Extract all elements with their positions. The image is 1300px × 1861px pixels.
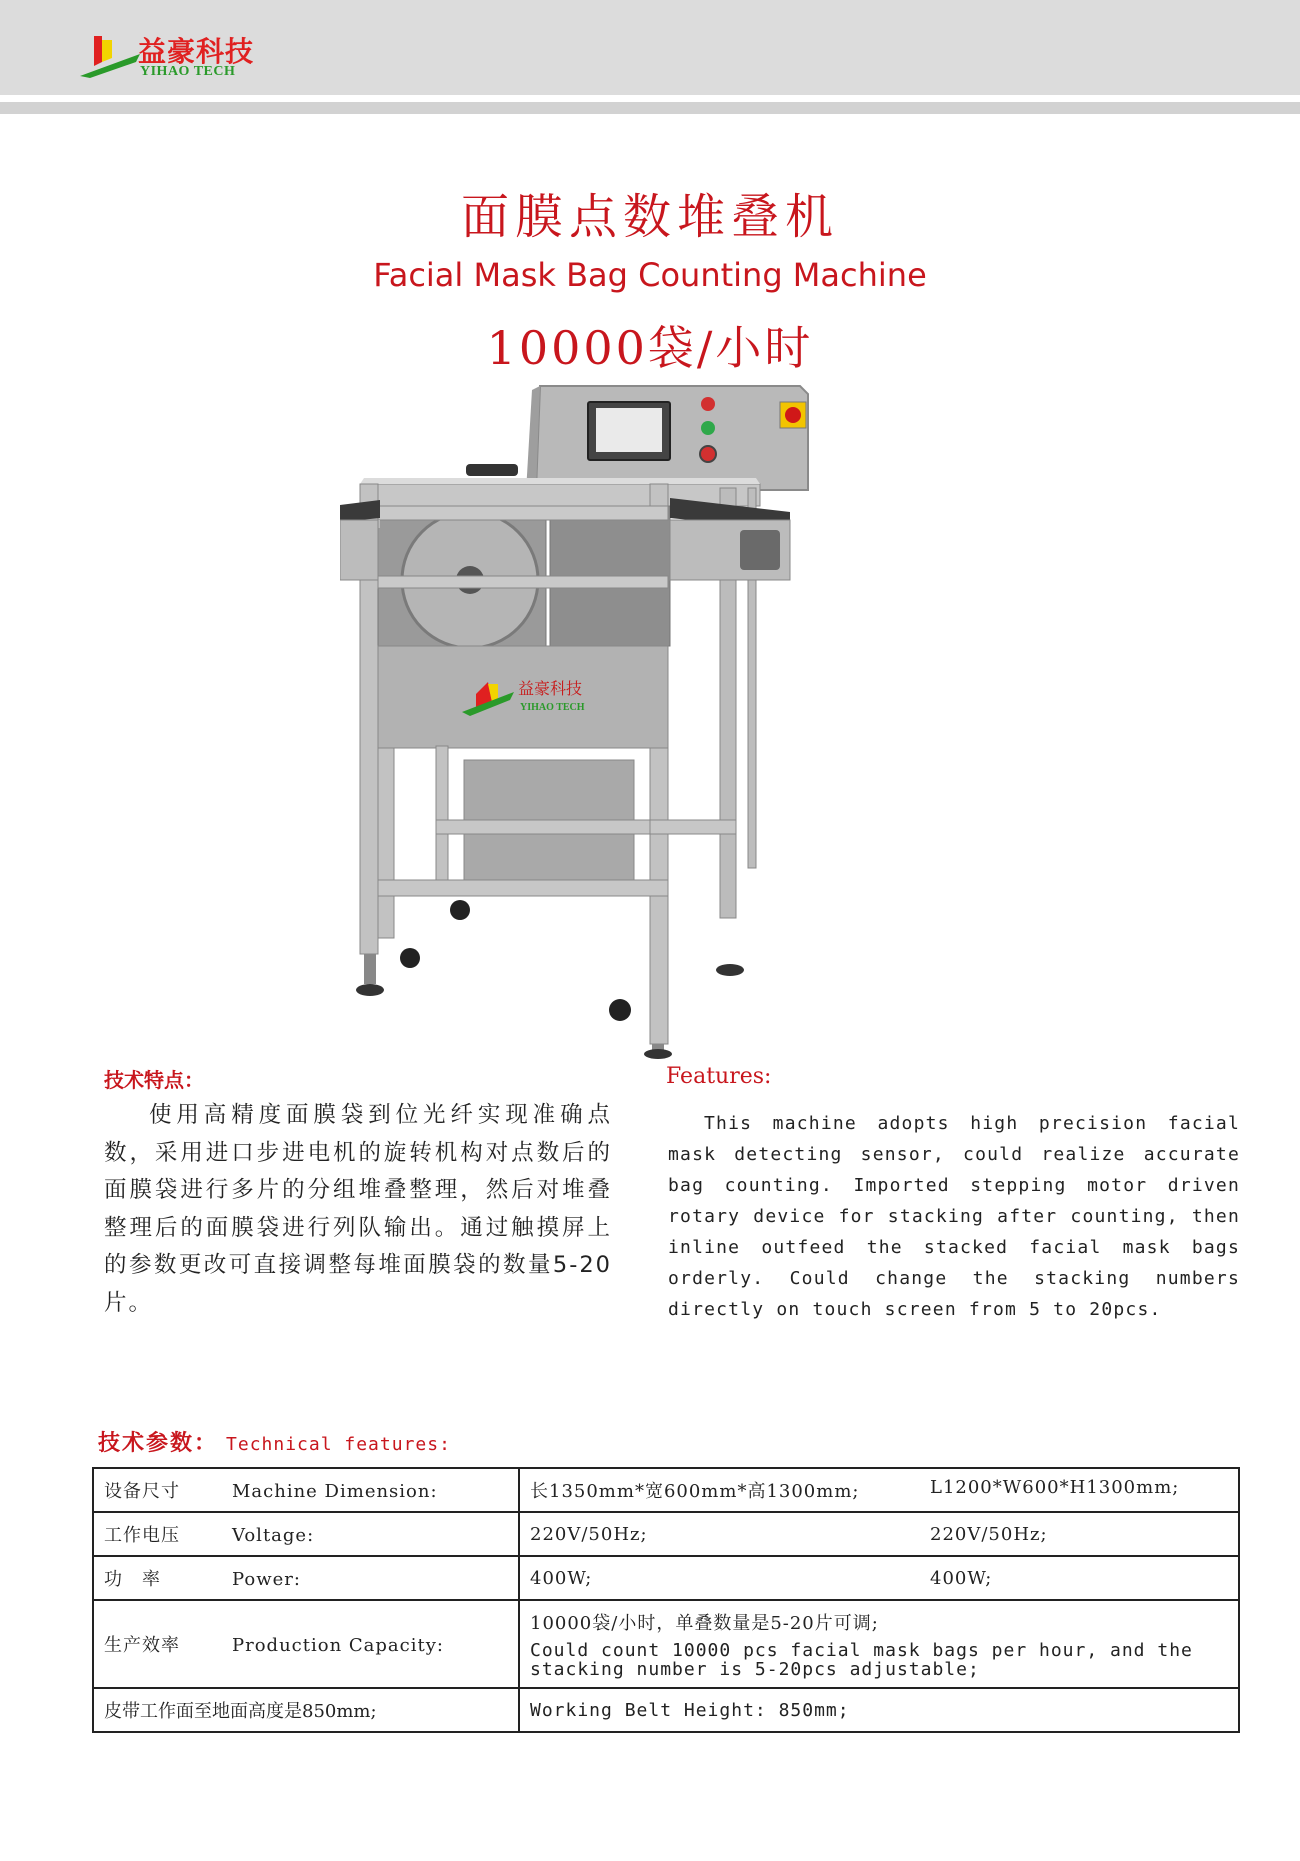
spec-label — [93, 1556, 519, 1600]
spec-label-en: Voltage: — [232, 1525, 315, 1546]
brand-name-en: YIHAO TECH — [140, 64, 236, 79]
brand-logo-icon — [80, 32, 140, 78]
brand-name-cn: 益豪科技 — [138, 35, 255, 68]
spec-value-cn: 长1350mm*宽600mm*高1300mm; — [530, 1481, 860, 1502]
spec-value — [519, 1556, 1239, 1600]
brand-logo — [80, 28, 280, 83]
spec-value-cn: 400W; — [530, 1567, 593, 1589]
spec-label-cn: 工作电压 — [104, 1525, 180, 1546]
spec-table — [92, 1467, 1240, 1733]
spec-value — [519, 1468, 1239, 1512]
spec-row-voltage — [93, 1512, 1239, 1556]
features-en-heading: Features: — [666, 1064, 772, 1089]
spec-belt-cn: 皮带工作面至地面高度是850mm; — [93, 1688, 519, 1732]
spec-row-dimension — [93, 1468, 1239, 1512]
title-chinese: 面膜点数堆叠机 — [460, 189, 839, 245]
technical-heading-en: Technical features: — [226, 1434, 451, 1455]
spec-value-en: 220V/50Hz; — [930, 1523, 1048, 1545]
technical-heading-cn: 技术参数： — [98, 1431, 219, 1456]
features-cn-body: 使用高精度面膜袋到位光纤实现准确点数，采用进口步进电机的旋转机构对点数后的面膜袋进行多片的分组堆叠整理，然后对堆叠整理后的面膜袋进行列队输出。通过触摸屏上的参数更改可直接调整每堆面膜袋的数量5-20片。 — [104, 1102, 612, 1316]
spec-label — [93, 1512, 519, 1556]
machine-logo-cn: 益豪科技 — [518, 679, 583, 698]
spec-label-cn: 设备尺寸 — [104, 1481, 180, 1502]
features-en-body: This machine adopts high precision facial mask detecting sensor, could realize accurate bag counting. Imported stepping motor driven rotary device for stacking after counting, then inline outfeed the stacked facial mask bags orderly. Could change the stacking numbers directly on touch screen from 5 to 20pcs. — [668, 1113, 1240, 1320]
title-speed: 10000袋/小时 — [486, 321, 814, 375]
spec-label — [93, 1468, 519, 1512]
spec-value-cn: 220V/50Hz; — [530, 1523, 648, 1545]
spec-value-en: L1200*W600*H1300mm; — [930, 1477, 1180, 1498]
features-cn-heading: 技术特点： — [104, 1068, 204, 1092]
spec-label — [93, 1600, 519, 1688]
spec-belt-en: Working Belt Height: 850mm; — [519, 1688, 1239, 1732]
spec-row-power — [93, 1556, 1239, 1600]
technical-heading — [98, 1426, 451, 1457]
spec-value-en: Could count 10000 pcs facial mask bags per hour, and the stacking number is 5-20pcs adjustable; — [530, 1640, 1193, 1680]
spec-value — [519, 1600, 1239, 1688]
spec-label-en: Production Capacity: — [232, 1635, 444, 1656]
spec-label-cn: 功 率 — [104, 1569, 161, 1590]
spec-label-en: Power: — [232, 1569, 301, 1590]
machine-photo — [340, 380, 960, 1060]
spec-row-belt — [93, 1688, 1239, 1732]
spec-value-cn: 10000袋/小时，单叠数量是5-20片可调; — [530, 1613, 879, 1634]
title-english: Facial Mask Bag Counting Machine — [373, 256, 927, 294]
spec-label-en: Machine Dimension: — [232, 1481, 438, 1502]
spec-value — [519, 1512, 1239, 1556]
spec-label-cn: 生产效率 — [104, 1635, 180, 1656]
spec-row-capacity — [93, 1600, 1239, 1688]
header-divider — [0, 102, 1300, 114]
machine-logo-en: YIHAO TECH — [520, 702, 585, 713]
spec-value-en: 400W; — [930, 1567, 993, 1589]
